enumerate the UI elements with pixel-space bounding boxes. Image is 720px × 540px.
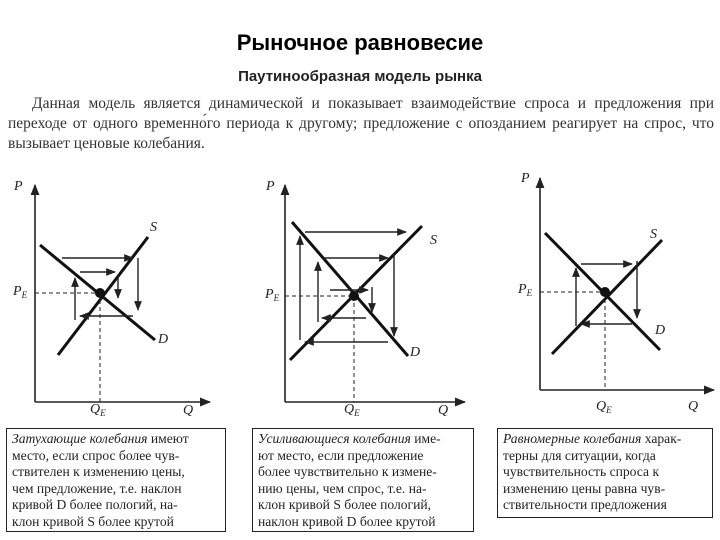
quantity-axis-label: Q — [688, 399, 699, 414]
diagram-damped — [12, 179, 210, 418]
intro-line: при переходе от одного временно́го периода к другому; предложение с опозданием реагирует на — [8, 95, 714, 132]
quantity-axis-label: Q — [183, 403, 194, 418]
caption-line: наклон кривой D более крутой — [258, 513, 436, 529]
caption-line: ствителен к изменению цены, — [12, 464, 185, 480]
equilibrium-price-label: $P_E$ — [518, 282, 533, 298]
price-axis-label: P — [14, 179, 23, 194]
demand-label: D — [158, 332, 169, 347]
price-axis-label: P — [521, 171, 530, 186]
equilibrium-point — [95, 288, 105, 298]
demand-curve — [292, 222, 408, 356]
caption-line: ют место, если предложение — [258, 447, 424, 463]
caption-term: Равномерные колебания — [503, 431, 642, 446]
caption-line: чувствительность спроса к — [503, 464, 660, 480]
equilibrium-price-label: $P_E$ — [13, 284, 28, 300]
intro-line: спрос, что вызывает ценовые колебания. — [8, 115, 714, 152]
supply-label: S — [650, 227, 657, 242]
caption-term: Затухающие колебания — [12, 431, 148, 446]
caption-line: клон кривой S более пологий, — [258, 497, 432, 513]
equilibrium-quantity-label: $Q_E$ — [344, 402, 360, 418]
caption-line: чем предложение, т.е. наклон — [12, 480, 182, 496]
equilibrium-point — [600, 287, 610, 297]
caption-line: нию цены, чем спрос, т.е. на- — [258, 480, 427, 496]
caption-line: кривой D более пологий, на- — [12, 497, 178, 513]
caption-line: Затухающие колебания имеют — [12, 431, 189, 446]
caption-term: Усиливающиеся колебания — [258, 431, 411, 446]
caption-line: изменению цены равна чув- — [503, 480, 666, 496]
demand-label: D — [410, 345, 421, 360]
demand-label: D — [655, 323, 666, 338]
caption-line: ствительности предложения — [503, 497, 667, 513]
page-title: Рыночное равновесие — [236, 30, 484, 55]
caption-expanding — [252, 428, 474, 532]
price-axis-label: P — [266, 179, 275, 194]
diagram-expanding — [264, 179, 465, 418]
caption-line: Усиливающиеся колебания име- — [258, 431, 441, 446]
diagram-uniform — [517, 171, 714, 415]
equilibrium-point — [349, 291, 359, 301]
quantity-axis-label: Q — [438, 403, 449, 418]
equilibrium-quantity-label: $Q_E$ — [596, 399, 612, 415]
caption-line: терны для ситуации, когда — [503, 447, 656, 463]
equilibrium-price-label: $P_E$ — [265, 287, 280, 303]
caption-line: клон кривой S более крутой — [12, 513, 174, 529]
page-subtitle: Паутинообразная модель рынка — [238, 68, 482, 85]
supply-label: S — [430, 233, 437, 248]
equilibrium-quantity-label: $Q_E$ — [90, 402, 106, 418]
caption-damped — [6, 428, 226, 532]
supply-label: S — [150, 220, 157, 235]
caption-line: место, если спрос более чув- — [12, 447, 180, 463]
caption-line: Равномерные колебания харак- — [503, 431, 682, 446]
caption-uniform — [497, 428, 713, 518]
intro-line: Данная модель является динамической и показывает взаимодействие спроса и предложения — [32, 95, 682, 112]
caption-line: более чувствительно к измене- — [258, 464, 437, 480]
